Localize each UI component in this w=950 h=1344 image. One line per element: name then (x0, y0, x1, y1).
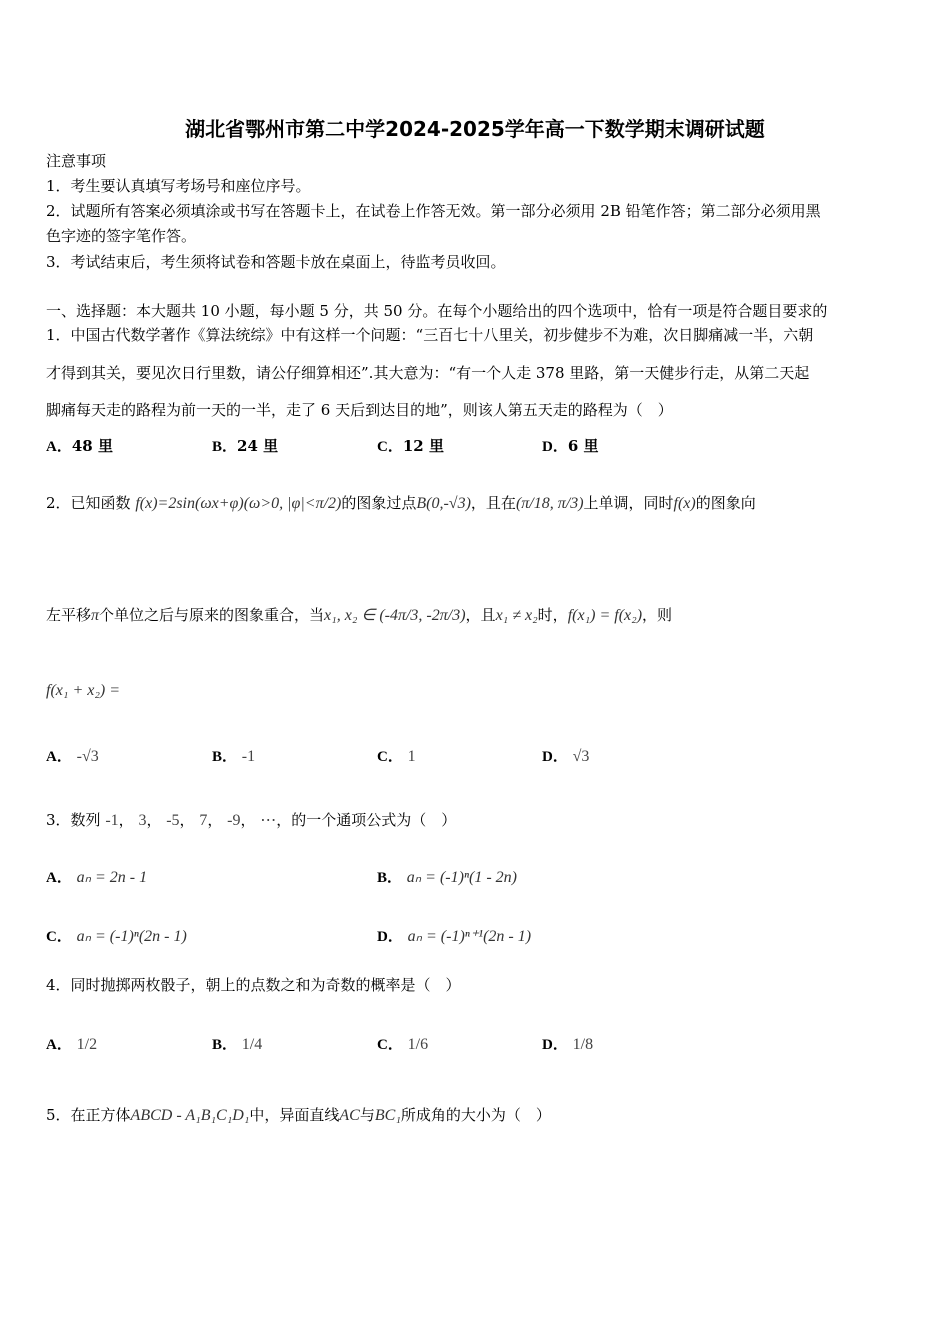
q2-condition: (ω>0, |φ|<π/2) (243, 495, 342, 512)
q2-text: ，且 (465, 606, 496, 624)
q2-fx: f(x) (673, 495, 696, 512)
q2-option-a[interactable] (46, 745, 99, 766)
sequence-term: ⋯ (260, 812, 277, 829)
q3-text: 3．数列 (46, 811, 101, 829)
option-value: √3 (572, 748, 590, 765)
option-label: A． (46, 439, 72, 455)
q1-option-d[interactable] (542, 435, 599, 456)
q4-option-b[interactable] (212, 1033, 262, 1054)
q2-text: 的图象过点 (341, 494, 417, 512)
q2-interval: (π/18, π/3) (515, 495, 584, 512)
q2-line-2 (46, 605, 672, 626)
q1-option-c[interactable] (377, 435, 444, 456)
q5-text: 5．在正方体 (46, 1106, 131, 1124)
option-value: 1/6 (407, 1036, 429, 1053)
q2-eq: f(x₁) = f(x₂) (567, 607, 643, 624)
q5-line-bc1: BC₁ (374, 1107, 401, 1124)
q2-text: ，且在 (470, 494, 516, 512)
q1-option-a[interactable] (46, 435, 113, 456)
page-title: 湖北省鄂州市第二中学2024-2025学年高一下数学期末调研试题 (185, 117, 765, 141)
option-value: 6 里 (567, 437, 599, 455)
q2-option-c[interactable] (377, 745, 416, 766)
q2-text: ，则 (642, 606, 673, 624)
option-label: A． (46, 870, 72, 886)
q5-stem (46, 1105, 551, 1126)
option-label: C． (377, 1037, 403, 1053)
q5-cube: ABCD - A₁B₁C₁D₁ (130, 1107, 250, 1124)
option-value: -√3 (76, 748, 99, 765)
option-label: A． (46, 749, 72, 765)
q1-option-b[interactable] (212, 435, 278, 456)
option-value: 48 里 (71, 437, 113, 455)
q1-line: 脚痛每天走的路程为前一天的一半，走了 6 天后到达目的地”，则该人第五天走的路程为（ ） (46, 401, 673, 419)
sequence-term: 7 (199, 812, 208, 829)
q2-ask: f(x₁ + x₂) = (46, 682, 121, 699)
sequence-term: 3 (138, 812, 147, 829)
q2-text: 的图象向 (695, 494, 756, 512)
q5-text: 所成角的大小为（ ） (400, 1106, 551, 1124)
q3-option-c[interactable] (46, 925, 187, 946)
note-item: 色字迹的签字笔作答。 (46, 227, 197, 245)
q1-line: 才得到其关，要见次日行里数，请公仔细算相还”.其大意为：“有一个人走 378 里路，第一天健步行走，从第二天起 (46, 364, 810, 382)
note-item: 1．考生要认真填写考场号和座位序号。 (46, 177, 311, 195)
q2-text: 左平移 (46, 606, 92, 624)
q4-option-d[interactable] (542, 1033, 593, 1054)
option-value: aₙ = 2n - 1 (76, 869, 148, 886)
q2-text: 2．已知函数 (46, 494, 131, 512)
q4-option-c[interactable] (377, 1033, 428, 1054)
option-value: aₙ = (-1)ⁿ(2n - 1) (76, 928, 187, 945)
q2-range: x₁, x₂ ∈ (-4π/3, -2π/3) (324, 607, 466, 624)
option-label: A． (46, 1037, 72, 1053)
option-value: 1/4 (241, 1036, 263, 1053)
q3-text: ，的一个通项公式为（ ） (276, 811, 457, 829)
option-label: D． (542, 749, 568, 765)
option-value: 24 里 (237, 437, 279, 455)
option-label: D． (377, 929, 403, 945)
q2-function: f(x)=2sin(ωx+φ) (135, 495, 244, 512)
q3-option-d[interactable] (377, 925, 531, 946)
option-label: C． (46, 929, 72, 945)
option-value: aₙ = (-1)ⁿ⁺¹(2n - 1) (407, 928, 532, 945)
q5-text: 中，异面直线 (249, 1106, 340, 1124)
q3-option-a[interactable] (46, 866, 147, 887)
option-value: 1/2 (76, 1036, 98, 1053)
option-value: 12 里 (402, 437, 444, 455)
notes-heading: 注意事项 (46, 152, 107, 170)
option-label: C． (377, 439, 403, 455)
q2-neq: x₁ ≠ x₂ (495, 607, 538, 624)
q2-text: 上单调，同时 (583, 494, 674, 512)
sequence-term: -9 (227, 812, 241, 829)
option-value: 1/8 (572, 1036, 594, 1053)
sequence-term: -5 (166, 812, 180, 829)
option-label: B． (212, 749, 238, 765)
q2-option-d[interactable] (542, 745, 589, 766)
sequence-term: -1 (105, 812, 119, 829)
option-label: B． (377, 870, 403, 886)
option-label: B． (212, 439, 238, 455)
option-value: 1 (407, 748, 416, 765)
q2-text: 时， (537, 606, 568, 624)
q2-option-b[interactable] (212, 745, 255, 766)
option-label: D． (542, 1037, 568, 1053)
note-item: 3．考试结束后，考生须将试卷和答题卡放在桌面上，待监考员收回。 (46, 253, 506, 271)
q4-option-a[interactable] (46, 1033, 97, 1054)
q2-point: B(0,-√3) (416, 495, 471, 512)
section-heading: 一、选择题：本大题共 10 小题，每小题 5 分，共 50 分。在每个小题给出的四个选项中，恰有一项是符合题目要求的 (46, 302, 828, 320)
option-value: aₙ = (-1)ⁿ(1 - 2n) (406, 869, 517, 886)
q5-line-ac: AC (339, 1107, 360, 1124)
q2-pi: π (91, 607, 100, 624)
option-label: B． (212, 1037, 238, 1053)
option-value: -1 (241, 748, 256, 765)
q3-option-b[interactable] (377, 866, 517, 887)
option-label: D． (542, 439, 568, 455)
q4-stem: 4．同时抛掷两枚骰子，朝上的点数之和为奇数的概率是（ ） (46, 976, 461, 994)
q3-stem: 3．数列 -1， 3， -5， 7， -9， ⋯，的一个通项公式为（ ） (46, 811, 457, 829)
q2-line-1 (46, 493, 756, 514)
q5-text: 与 (359, 1106, 375, 1124)
q1-line: 1．中国古代数学著作《算法统综》中有这样一个问题：“三百七十八里关，初步健步不为难，次日脚痛减一半，六朝 (46, 326, 814, 344)
option-label: C． (377, 749, 403, 765)
note-item: 2．试题所有答案必须填涂或书写在答题卡上，在试卷上作答无效。第一部分必须用 2B 铅笔作答；第二部分必须用黑 (46, 202, 821, 220)
q2-text: 个单位之后与原来的图象重合，当 (99, 606, 325, 624)
